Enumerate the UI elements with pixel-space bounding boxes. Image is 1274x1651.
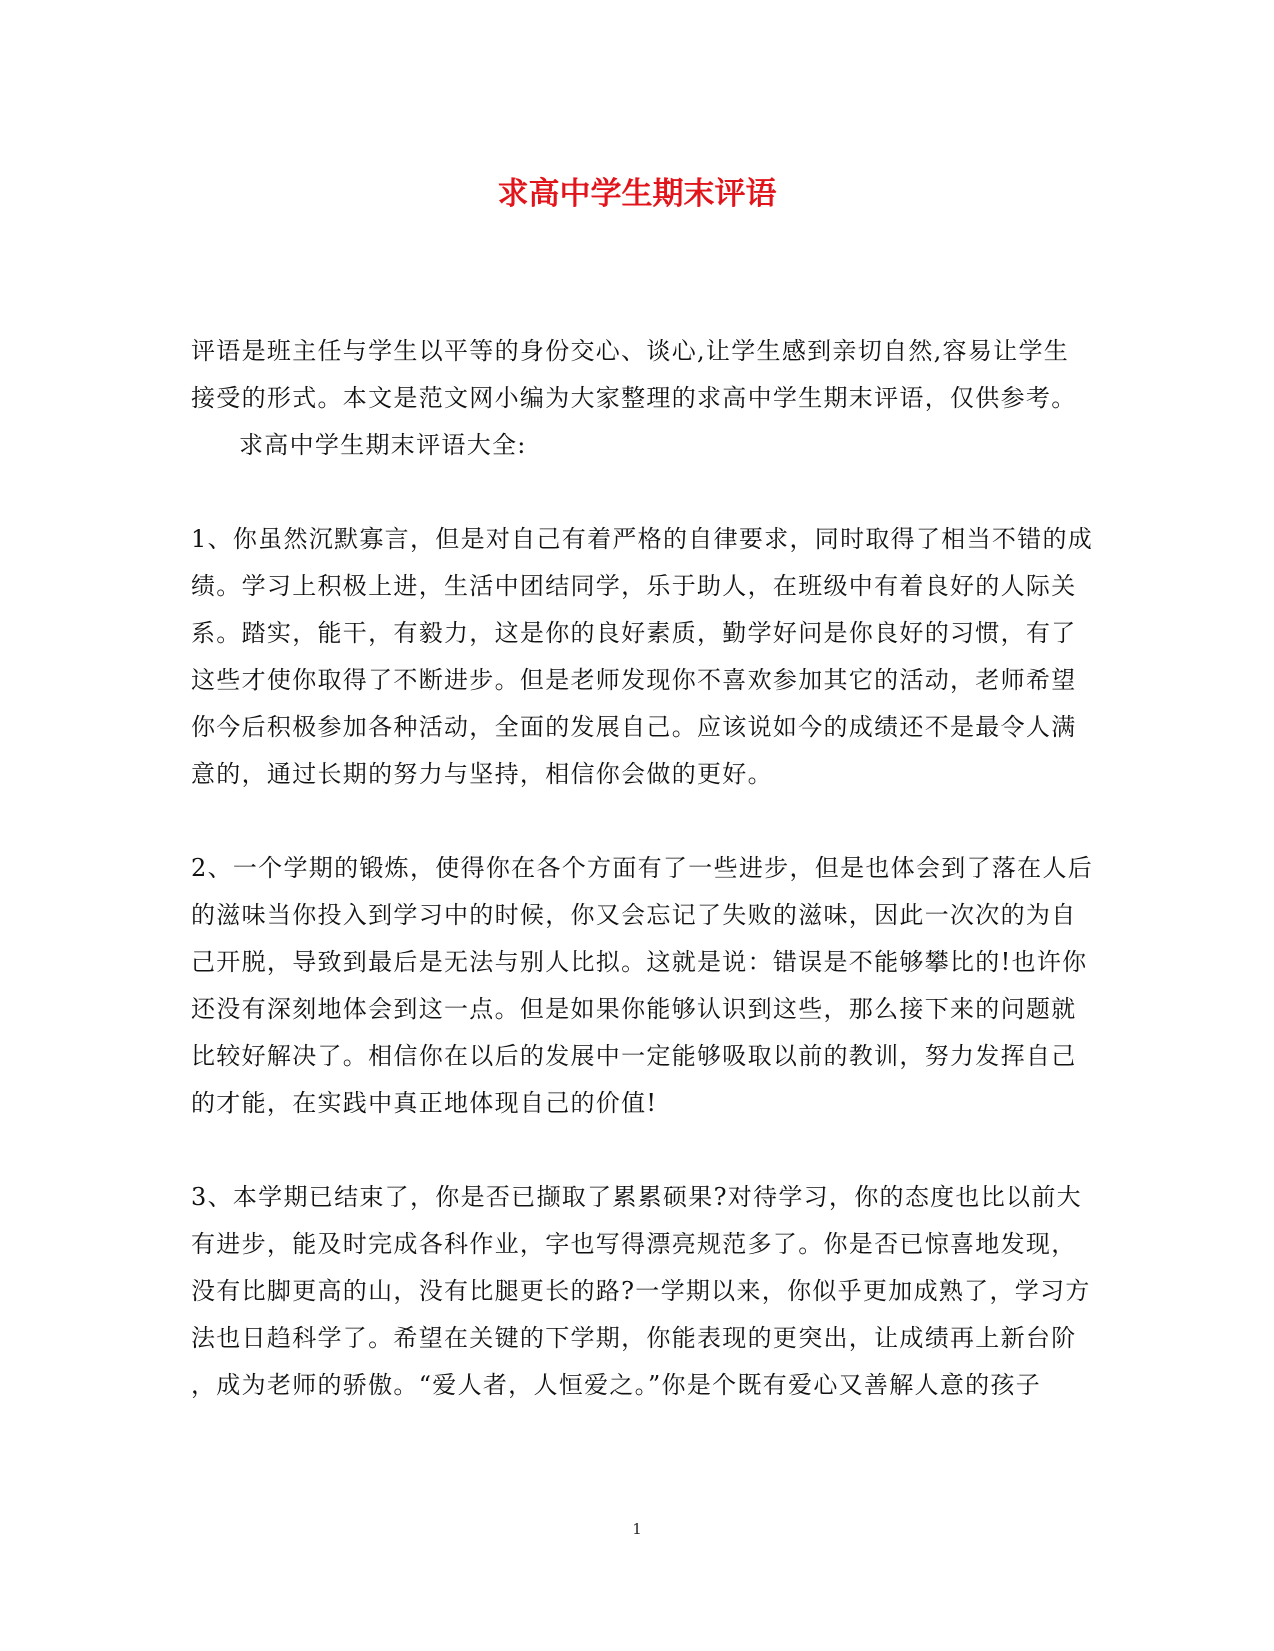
paragraph-line: 己开脱，导致到最后是无法与别人比拟。这就是说：错误是不能够攀比的!也许你 xyxy=(191,948,1088,976)
paragraph-line: 你今后积极参加各种活动，全面的发展自己。应该说如今的成绩还不是最令人满 xyxy=(191,713,1077,741)
paragraph-line: 还没有深刻地体会到这一点。但是如果你能够认识到这些，那么接下来的问题就 xyxy=(191,995,1077,1023)
paragraph-line: 系。踏实，能干，有毅力，这是你的良好素质，勤学好问是你良好的习惯，有了 xyxy=(191,619,1077,647)
document-body xyxy=(191,328,1094,1409)
paragraph-line: 比较好解决了。相信你在以后的发展中一定能够吸取以前的教训，努力发挥自己 xyxy=(191,1042,1077,1070)
paragraph-line: 有进步，能及时完成各科作业，字也写得漂亮规范多了。你是否已惊喜地发现， xyxy=(191,1230,1077,1258)
paragraph-line: 没有比脚更高的山，没有比腿更长的路?一学期以来，你似乎更加成熟了，学习方 xyxy=(191,1277,1091,1305)
comment-paragraph-3 xyxy=(191,1174,1091,1409)
paragraph-line: 法也日趋科学了。希望在关键的下学期，你能表现的更突出，让成绩再上新台阶 xyxy=(191,1324,1077,1352)
paragraph-spacer xyxy=(191,469,1079,516)
paragraph-spacer xyxy=(191,1127,1079,1174)
paragraph-spacer xyxy=(191,798,1079,845)
intro-line: 评语是班主任与学生以平等的身份交心、谈心,让学生感到亲切自然,容易让学生 xyxy=(191,337,1070,365)
paragraph-line: 的滋味当你投入到学习中的时候，你又会忘记了失败的滋味，因此一次次的为自 xyxy=(191,901,1077,929)
document-title: 求高中学生期末评语 xyxy=(497,176,777,212)
paragraph-line: 这些才使你取得了不断进步。但是老师发现你不喜欢参加其它的活动，老师希望 xyxy=(191,666,1077,694)
intro-line: 接受的形式。本文是范文网小编为大家整理的求高中学生期末评语，仅供参考。 xyxy=(191,384,1077,412)
section-heading: 求高中学生期末评语大全: xyxy=(239,431,527,459)
page-number: 1 xyxy=(632,1520,642,1538)
paragraph-line: ，成为老师的骄傲。“爱人者，人恒爱之。”你是个既有爱心又善解人意的孩子 xyxy=(191,1371,1042,1399)
paragraph-line: 的才能，在实践中真正地体现自己的价值! xyxy=(191,1089,658,1117)
paragraph-line: 3、本学期已结束了，你是否已撷取了累累硕果?对待学习，你的态度也比以前大 xyxy=(191,1183,1082,1211)
paragraph-line: 绩。学习上积极上进，生活中团结同学，乐于助人，在班级中有着良好的人际关 xyxy=(191,572,1077,600)
paragraph-line: 意的，通过长期的努力与坚持，相信你会做的更好。 xyxy=(191,760,773,788)
paragraph-line: 1、你虽然沉默寡言，但是对自己有着严格的自律要求，同时取得了相当不错的成 xyxy=(191,525,1094,553)
comment-paragraph-1 xyxy=(191,516,1094,798)
paragraph-line: 2、一个学期的锻炼，使得你在各个方面有了一些进步，但是也体会到了落在人后 xyxy=(191,854,1094,882)
comment-paragraph-2 xyxy=(191,845,1094,1127)
